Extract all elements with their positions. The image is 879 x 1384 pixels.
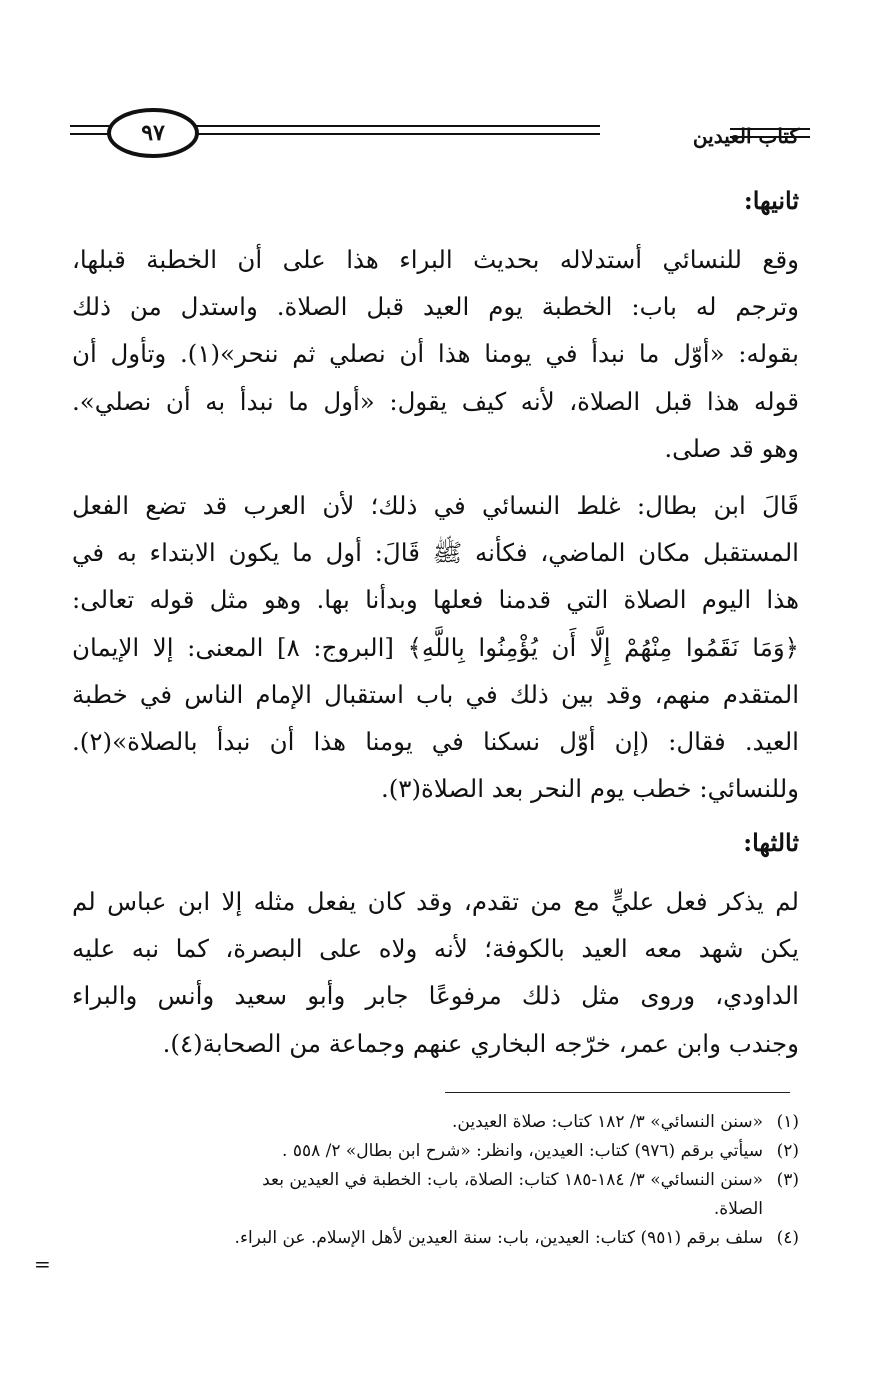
page-number: ٩٧ [141, 120, 165, 146]
text-line: وللنسائي: خطب يوم النحر بعد الصلاة(٣). [380, 774, 799, 804]
paragraph-second [72, 236, 799, 472]
footnote-continuation: الصلاة. [713, 1199, 763, 1219]
text-line: قَالَ ابن بطال: غلط النسائي في ذلك؛ لأن العرب قد تضع الفعل [72, 491, 799, 520]
footnote-1 [60, 1108, 799, 1137]
text-line: العيد. فقال: (إن أوّل نسكنا في يومنا هذا أن نبدأ بالصلاة»(٢). [72, 727, 799, 757]
section-heading-third: ثالثها: [743, 828, 799, 857]
footnote-text: سلف برقم (٩٥١) كتاب: العيدين، باب: سنة العيدين لأهل الإسلام. عن البراء. [234, 1228, 763, 1248]
footnote-text: «سنن النسائي» ٣/ ١٨٢ كتاب: صلاة العيدين. [452, 1112, 763, 1132]
footnote-number: (٤) [776, 1228, 799, 1248]
paragraph-ibn-battal [72, 482, 799, 812]
text-line: الداودي، وروى مثل ذلك مرفوعًا جابر وأبو سعيد وأنس والبراء [72, 981, 799, 1011]
footnote-separator [445, 1092, 790, 1093]
quran-verse-line: ﴿وَمَا نَقَمُوا مِنْهُمْ إِلَّا أَن يُؤْمِنُوا بِاللَّهِ﴾ [البروج: ٨] المعنى: إلا الإيمان [72, 632, 800, 662]
paragraph-third [72, 878, 799, 1067]
footnote-4 [60, 1224, 799, 1253]
text-line: المستقبل مكان الماضي، فكأنه ﷺ قَالَ: أول ما يكون الابتداء به في [72, 538, 799, 568]
text-line: وجندب وابن عمر، خرّجه البخاري عنهم وجماعة من الصحابة(٤). [162, 1028, 799, 1058]
footnote-number: (٣) [776, 1170, 799, 1190]
text-line: يكن شهد معه العيد بالكوفة؛ لأنه ولاه على البصرة، كما نبه عليه [72, 934, 799, 964]
text-line: وترجم له باب: الخطبة يوم العيد قبل الصلاة. واستدل من ذلك [72, 292, 799, 322]
text-line: المتقدم منهم، وقد بين ذلك في باب استقبال الإمام الناس في خطبة [72, 679, 799, 709]
footnotes [60, 1108, 799, 1253]
footnote-text: سيأتي برقم (٩٧٦) كتاب: العيدين، وانظر: «شرح ابن بطال» ٢/ ٥٥٨ . [282, 1141, 763, 1161]
text-line: بقوله: «أوّل ما نبدأ في يومنا هذا أن نصلي ثم ننحر»(١). وتأول أن [72, 339, 799, 369]
footnote-text: «سنن النسائي» ٣/ ١٨٤-١٨٥ كتاب: الصلاة، باب: الخطبة في العيدين بعد [262, 1170, 763, 1190]
section-heading-second: ثانيها: [743, 186, 799, 215]
text-line: هذا اليوم الصلاة التي قدمنا فعلها وبدأنا بها. وهو مثل قوله تعالى: [72, 585, 799, 615]
text-line: وقع للنسائي أستدلاله بحديث البراء هذا على أن الخطبة قبلها، [72, 245, 799, 274]
continuation-mark: = [34, 1252, 51, 1276]
footnote-number: (٢) [776, 1141, 799, 1161]
footnote-2 [60, 1137, 799, 1166]
text-line: لم يذكر فعل عليٍّ مع من تقدم، وقد كان يفعل مثله إلا ابن عباس لم [72, 887, 799, 916]
footnote-number: (١) [776, 1112, 799, 1132]
text-line: وهو قد صلى. [664, 433, 799, 463]
text-line: قوله هذا قبل الصلاة، لأنه كيف يقول: «أول ما نبدأ به أن نصلي». [72, 386, 799, 416]
running-header-title: كتاب العيدين [692, 124, 799, 148]
footnote-3 [60, 1166, 799, 1195]
